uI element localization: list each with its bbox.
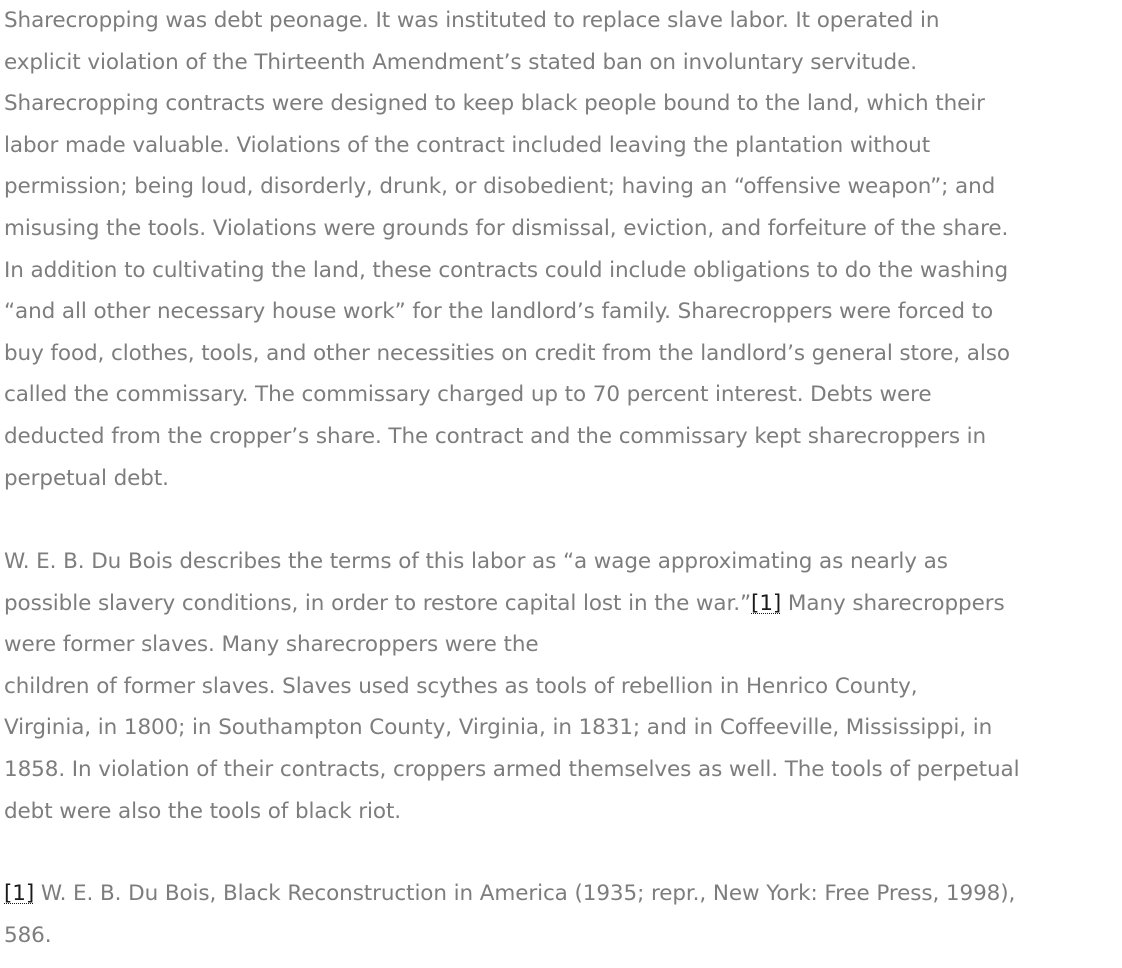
paragraph-du-bois	[4, 541, 1116, 832]
text-line: Virginia, in 1800; in Southampton County, Virginia, in 1831; and in Coffeeville, Mississippi, in	[4, 715, 993, 741]
footnote	[4, 873, 1116, 956]
text-line: misusing the tools. Violations were grounds for dismissal, eviction, and forfeiture of the share.	[4, 215, 1009, 241]
text-segment: Many sharecroppers	[781, 590, 1005, 616]
text-line: W. E. B. Du Bois describes the terms of this labor as “a wage approximating as nearly as	[4, 549, 948, 574]
text-line: 1858. In violation of their contracts, croppers armed themselves as well. The tools of perpetual	[4, 756, 1020, 782]
footnote-ref-link[interactable]: [1]	[751, 590, 782, 616]
text-line: permission; being loud, disorderly, drunk, or disobedient; having an “offensive weapon”; and	[4, 174, 996, 200]
text-line: “and all other necessary house work” for the landlord’s family. Sharecroppers were forced to	[4, 299, 994, 325]
text-line: labor made valuable. Violations of the contract included leaving the plantation without	[4, 132, 931, 158]
text-line: 586.	[4, 922, 52, 948]
text-line: In addition to cultivating the land, these contracts could include obligations to do the washing	[4, 257, 1008, 283]
text-line: deducted from the cropper’s share. The contract and the commissary kept sharecroppers in	[4, 423, 987, 449]
text-segment: possible slavery conditions, in order to restore capital lost in the war.”	[4, 590, 752, 616]
text-line: perpetual debt.	[4, 465, 169, 491]
text-line: were former slaves. Many sharecroppers were the	[4, 632, 539, 658]
text-line: Sharecropping contracts were designed to keep black people bound to the land, which their	[4, 91, 985, 117]
footnote-text: W. E. B. Du Bois, Black Reconstruction in America (1935; repr., New York: Free Press, 1998),	[34, 881, 1016, 906]
text-line: buy food, clothes, tools, and other necessities on credit from the landlord’s general store, also	[4, 340, 1010, 366]
text-line: children of former slaves. Slaves used scythes as tools of rebellion in Henrico County,	[4, 673, 918, 699]
paragraph-sharecropping	[4, 0, 1116, 499]
text-line	[4, 873, 1116, 915]
text-line: Sharecropping was debt peonage. It was instituted to replace slave labor. It operated in	[4, 8, 940, 33]
text-line	[4, 583, 1116, 625]
text-line: debt were also the tools of black riot.	[4, 798, 402, 824]
footnote-backlink[interactable]: [1]	[4, 881, 35, 906]
text-line: explicit violation of the Thirteenth Amendment’s stated ban on involuntary servitude.	[4, 49, 917, 75]
text-line: called the commissary. The commissary charged up to 70 percent interest. Debts were	[4, 382, 932, 408]
